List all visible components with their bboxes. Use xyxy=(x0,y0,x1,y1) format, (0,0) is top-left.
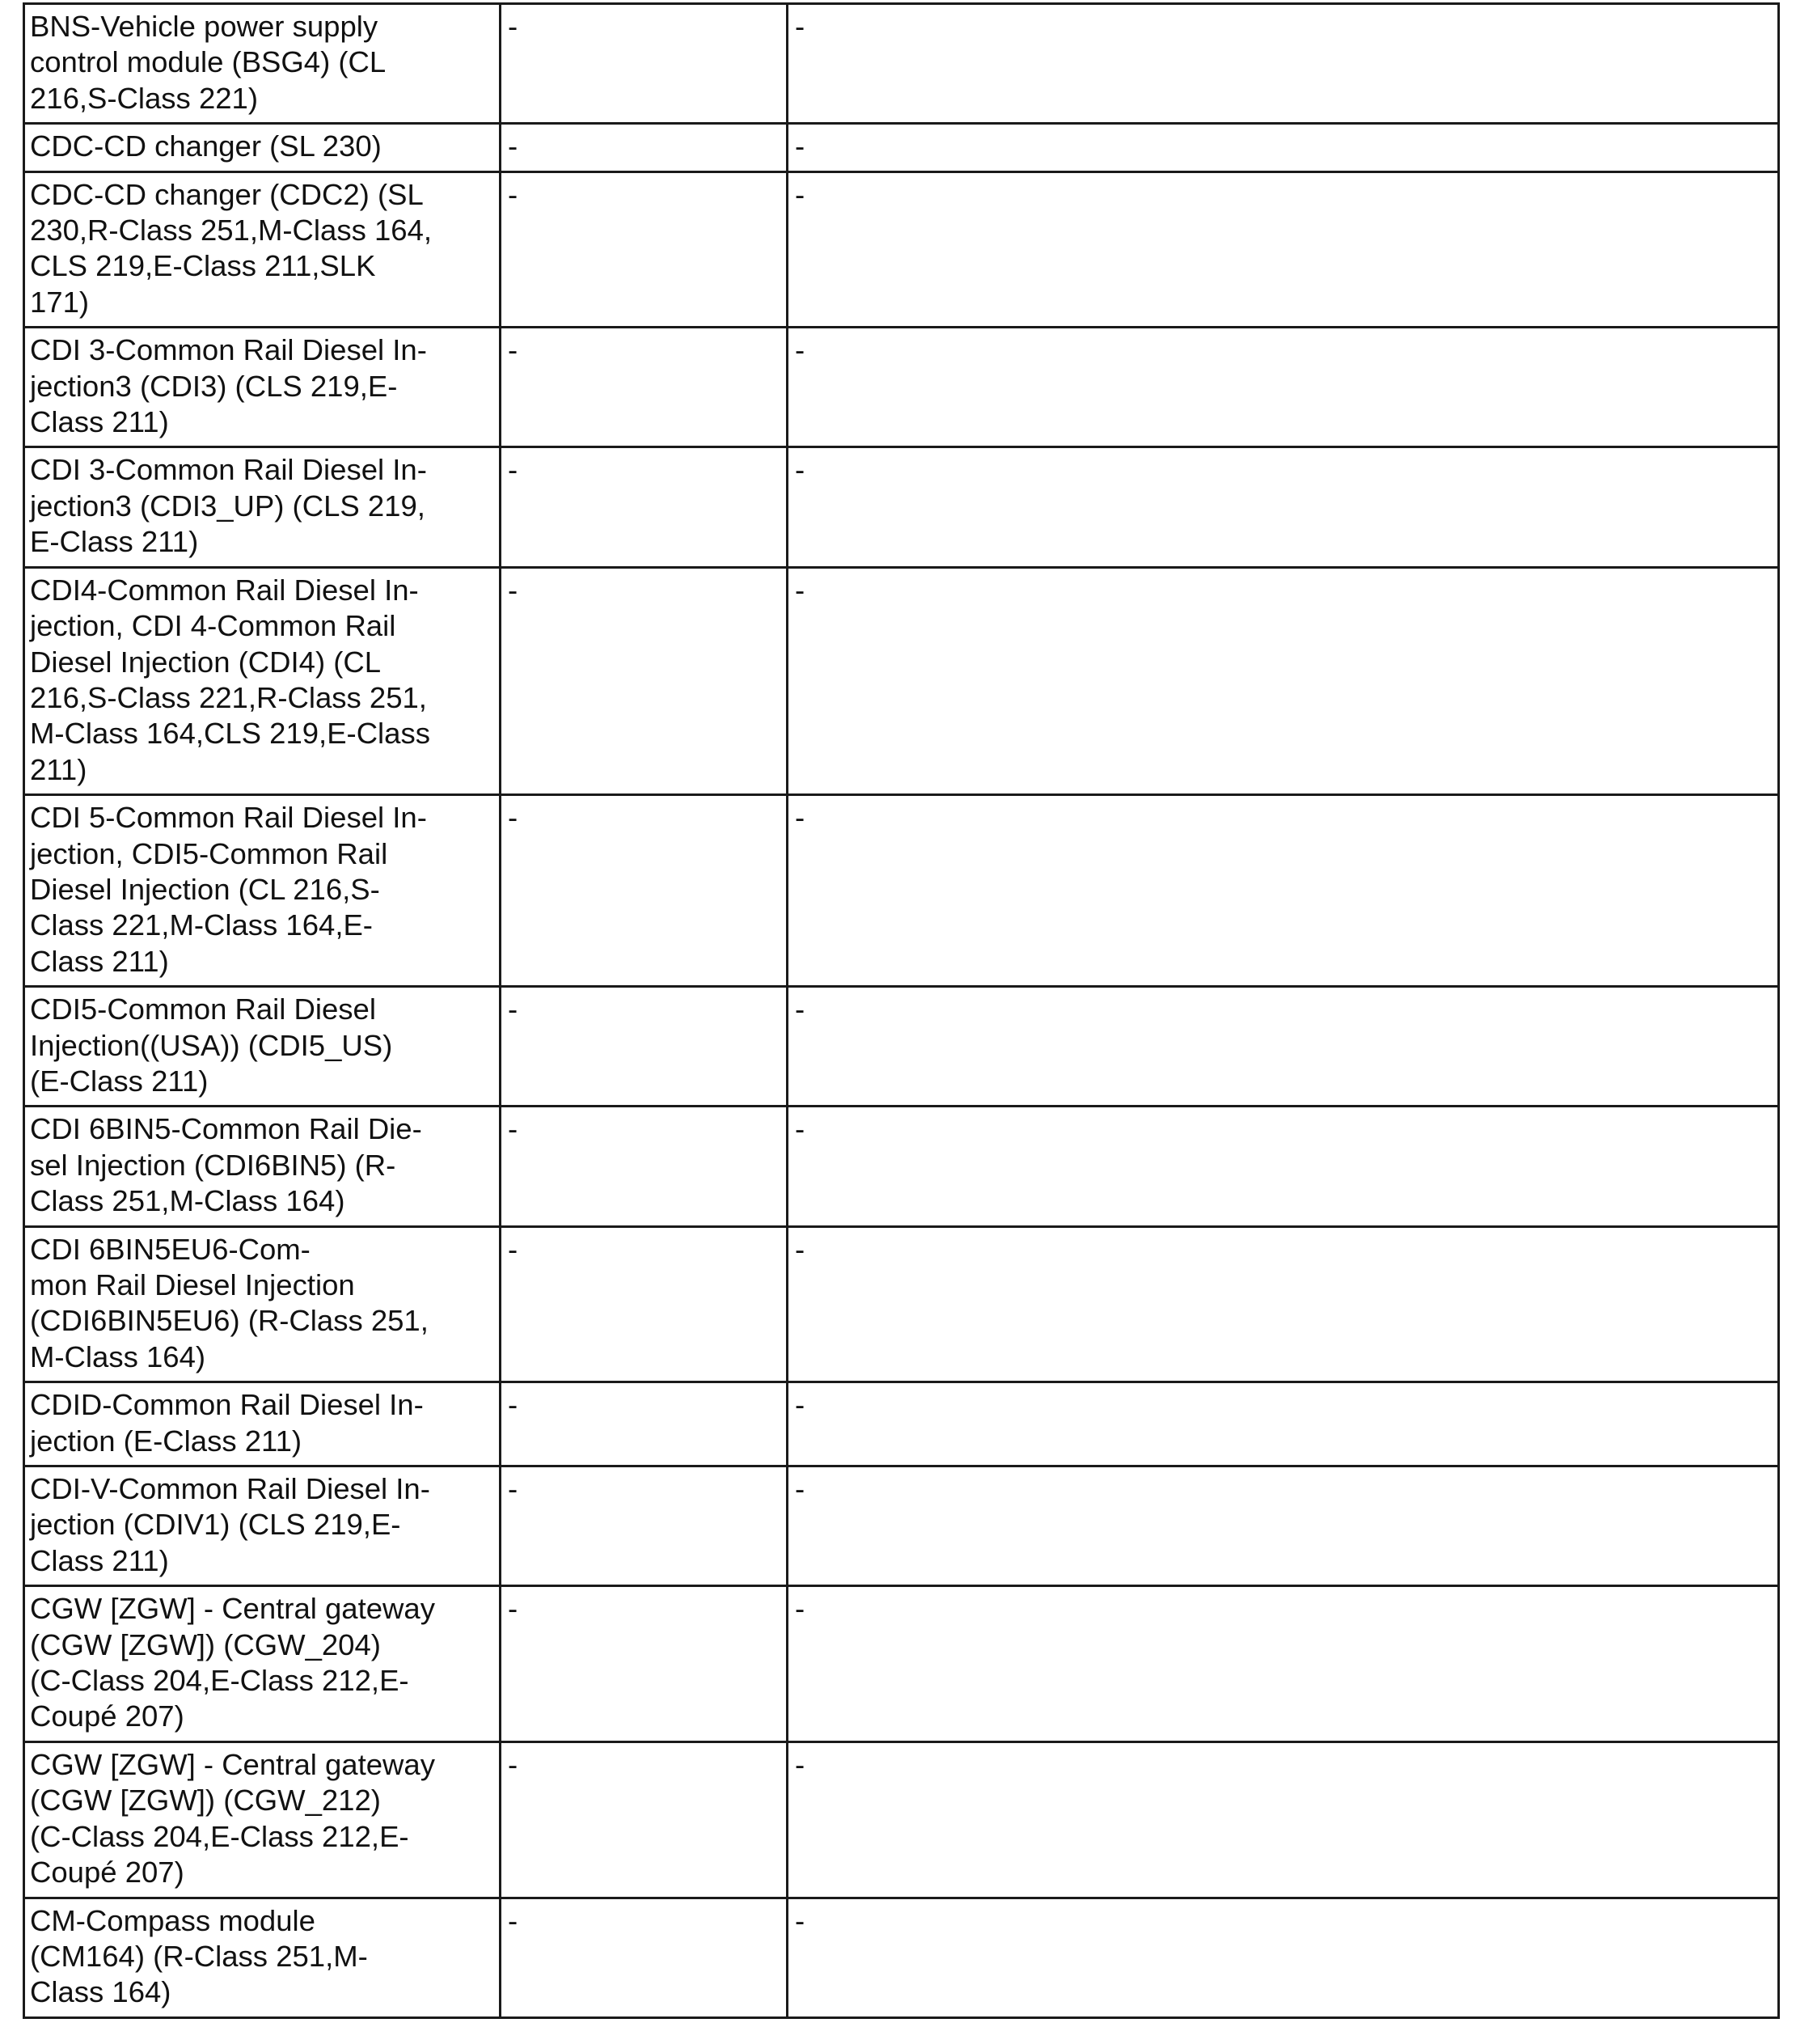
table-row xyxy=(24,1382,1779,1466)
table-cell: - xyxy=(788,1226,1779,1382)
table-row xyxy=(24,1898,1779,2017)
table-row xyxy=(24,4,1779,124)
table-cell: - xyxy=(501,987,788,1107)
table-row xyxy=(24,447,1779,567)
control-unit-name: CDI 6BIN5EU6-Com- mon Rail Diesel Injection (CDI6BIN5EU6) (R-Class 251, M-Class 164) xyxy=(24,1226,501,1382)
control-unit-name: CDI-V-Common Rail Diesel In- jection (CDIV1) (CLS 219,E- Class 211) xyxy=(24,1466,501,1586)
table-cell: - xyxy=(788,124,1779,171)
control-unit-table xyxy=(23,2,1780,2019)
table-cell: - xyxy=(501,795,788,987)
control-unit-name: BNS-Vehicle power supply control module (BSG4) (CL 216,S-Class 221) xyxy=(24,4,501,124)
table-cell: - xyxy=(788,1898,1779,2017)
table-cell: - xyxy=(501,1741,788,1898)
control-unit-name: CDI 6BIN5-Common Rail Die- sel Injection (CDI6BIN5) (R- Class 251,M-Class 164) xyxy=(24,1107,501,1226)
table-cell: - xyxy=(788,447,1779,567)
table-cell: - xyxy=(788,567,1779,794)
table-row xyxy=(24,987,1779,1107)
table-cell: - xyxy=(501,1586,788,1742)
table-cell: - xyxy=(501,1466,788,1586)
table-cell: - xyxy=(788,795,1779,987)
table-cell: - xyxy=(501,328,788,447)
control-unit-name: CM-Compass module (CM164) (R-Class 251,M- Class 164) xyxy=(24,1898,501,2017)
table-cell: - xyxy=(501,124,788,171)
table-row xyxy=(24,795,1779,987)
table-cell: - xyxy=(788,1107,1779,1226)
table-cell: - xyxy=(788,987,1779,1107)
table-row xyxy=(24,567,1779,794)
table-cell: - xyxy=(501,567,788,794)
table-row xyxy=(24,1741,1779,1898)
table-cell: - xyxy=(788,1466,1779,1586)
control-unit-name: CDI5-Common Rail Diesel Injection((USA)) (CDI5_US) (E-Class 211) xyxy=(24,987,501,1107)
table-cell: - xyxy=(501,447,788,567)
table-cell: - xyxy=(788,1741,1779,1898)
table-cell: - xyxy=(501,1382,788,1466)
control-unit-name: CDI 3-Common Rail Diesel In- jection3 (CDI3) (CLS 219,E- Class 211) xyxy=(24,328,501,447)
table-cell: - xyxy=(788,1382,1779,1466)
table-row xyxy=(24,1586,1779,1742)
control-unit-name: CDI 3-Common Rail Diesel In- jection3 (CDI3_UP) (CLS 219, E-Class 211) xyxy=(24,447,501,567)
table-cell: - xyxy=(788,1586,1779,1742)
table-row xyxy=(24,1466,1779,1586)
table-cell: - xyxy=(788,4,1779,124)
table-cell: - xyxy=(501,1226,788,1382)
table-cell: - xyxy=(788,328,1779,447)
control-unit-name: CDI 5-Common Rail Diesel In- jection, CDI5-Common Rail Diesel Injection (CL 216,S- Class 221,M-Class 164,E- Class 211) xyxy=(24,795,501,987)
control-unit-name: CDC-CD changer (CDC2) (SL 230,R-Class 251,M-Class 164, CLS 219,E-Class 211,SLK 171) xyxy=(24,171,501,328)
control-unit-name: CGW [ZGW] - Central gateway (CGW [ZGW]) (CGW_204) (C-Class 204,E-Class 212,E- Coupé 207) xyxy=(24,1586,501,1742)
table-row xyxy=(24,171,1779,328)
control-unit-name: CGW [ZGW] - Central gateway (CGW [ZGW]) (CGW_212) (C-Class 204,E-Class 212,E- Coupé 207) xyxy=(24,1741,501,1898)
table-row xyxy=(24,1107,1779,1226)
control-unit-name: CDC-CD changer (SL 230) xyxy=(24,124,501,171)
table-cell: - xyxy=(501,1107,788,1226)
control-unit-name: CDI4-Common Rail Diesel In- jection, CDI 4-Common Rail Diesel Injection (CDI4) (CL 216,S-Class 221,R-Class 251, M-Class 164,CLS 219,E-Class 211) xyxy=(24,567,501,794)
table-row xyxy=(24,1226,1779,1382)
table-row xyxy=(24,124,1779,171)
table-cell: - xyxy=(501,4,788,124)
table-cell: - xyxy=(788,171,1779,328)
table-cell: - xyxy=(501,1898,788,2017)
table-row xyxy=(24,328,1779,447)
control-unit-name: CDID-Common Rail Diesel In- jection (E-Class 211) xyxy=(24,1382,501,1466)
table-cell: - xyxy=(501,171,788,328)
